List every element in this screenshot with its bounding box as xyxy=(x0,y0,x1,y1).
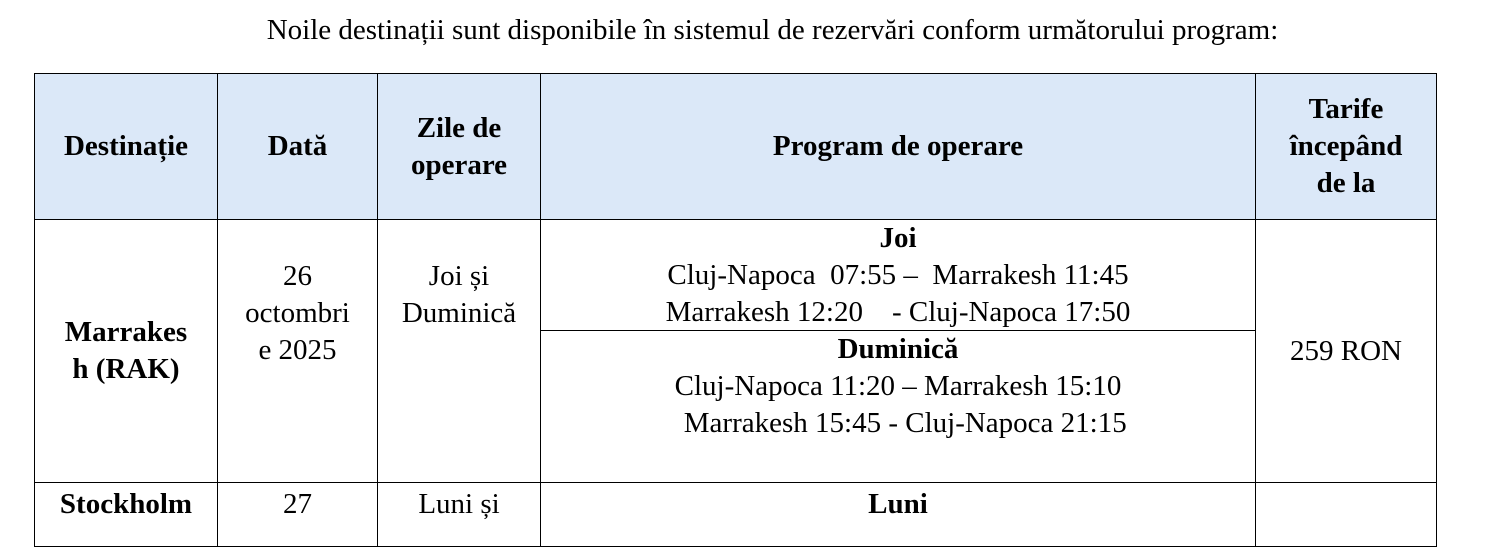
date-line1: 26 xyxy=(283,260,312,292)
date-line3: e 2025 xyxy=(258,334,337,366)
fare-cell: 259 RON xyxy=(1256,220,1437,483)
date-cell: 27 xyxy=(218,483,378,547)
flight-line: Cluj-Napoca 11:20 – Marrakesh 15:10 xyxy=(674,370,1122,402)
header-zile-line2: operare xyxy=(410,148,508,181)
program-day-label: Duminică xyxy=(837,333,959,365)
fare-cell xyxy=(1256,483,1437,547)
header-tarife-line2: începând xyxy=(1289,130,1403,162)
header-destinatie: Destinație xyxy=(35,74,218,220)
table-row xyxy=(35,483,1437,547)
program-block-duminica xyxy=(541,331,1255,444)
destination-cell xyxy=(35,220,218,483)
date-cell xyxy=(218,220,378,483)
program-block-joi xyxy=(541,220,1255,331)
header-tarife-line1: Tarife xyxy=(1308,93,1384,125)
date-line2: octombri xyxy=(245,297,350,329)
header-zile-line1: Zile de xyxy=(416,111,502,144)
header-tarife-line3: de la xyxy=(1316,167,1376,199)
header-program: Program de operare xyxy=(541,74,1256,220)
table-row xyxy=(35,220,1437,483)
schedule-table xyxy=(34,73,1437,547)
program-day-label: Joi xyxy=(879,222,917,254)
operating-days-line1: Joi și xyxy=(428,260,490,292)
destination-line2: h (RAK) xyxy=(72,353,180,385)
header-zile-operare xyxy=(378,74,541,220)
operating-days-cell xyxy=(378,220,541,483)
program-day-label: Luni xyxy=(541,483,1256,547)
flight-line: Marrakesh 12:20 - Cluj-Napoca 17:50 xyxy=(665,296,1131,328)
intro-text: Noile destinații sunt disponibile în sistemul de rezervări conform următorului program: xyxy=(266,14,1279,46)
operating-days-cell: Luni și xyxy=(378,483,541,547)
table-header-row xyxy=(35,74,1437,220)
destination-cell: Stockholm xyxy=(35,483,218,547)
header-data: Dată xyxy=(218,74,378,220)
program-cell xyxy=(541,220,1256,483)
flight-line: Cluj-Napoca 07:55 – Marrakesh 11:45 xyxy=(667,259,1129,291)
operating-days-line2: Duminică xyxy=(401,297,517,329)
header-tarife xyxy=(1256,74,1437,220)
destination-line1: Marrakes xyxy=(64,316,188,348)
flight-line: Marrakesh 15:45 - Cluj-Napoca 21:15 xyxy=(669,407,1127,439)
